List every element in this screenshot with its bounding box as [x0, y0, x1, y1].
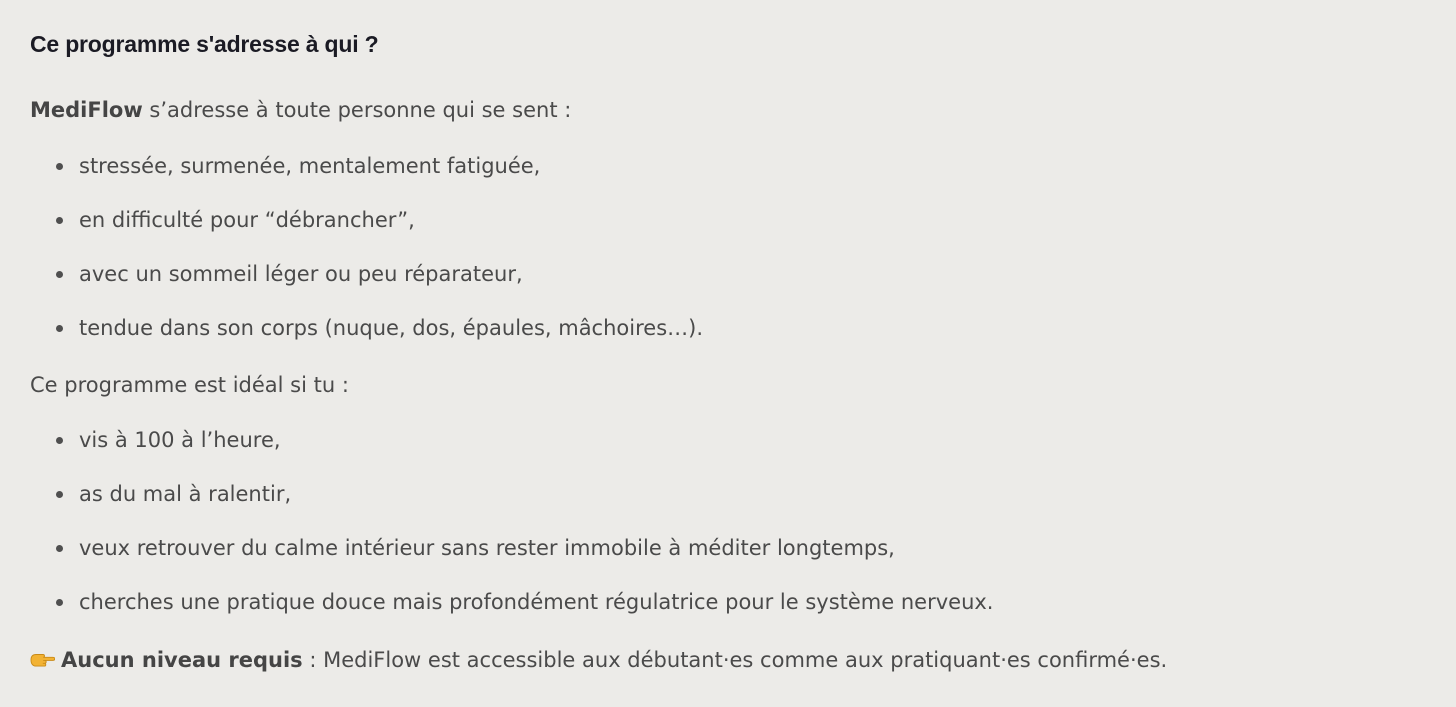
- list-item-text: veux retrouver du calme intérieur sans rester immobile à méditer longtemps,: [79, 536, 895, 560]
- bullet-icon: [56, 217, 63, 224]
- list-item-text: as du mal à ralentir,: [79, 482, 292, 506]
- level-paragraph: [30, 645, 1167, 675]
- list-item-text: avec un sommeil léger ou peu réparateur,: [79, 262, 523, 286]
- bullet-icon: [56, 491, 63, 498]
- pointing-hand-icon: [30, 652, 55, 668]
- bullet-icon: [56, 271, 63, 278]
- list-item-text: stressée, surmenée, mentalement fatiguée,: [79, 154, 541, 178]
- list-item-text: en difficulté pour “débrancher”,: [79, 208, 415, 232]
- ideal-paragraph: Ce programme est idéal si tu :: [30, 373, 349, 397]
- level-bold-text: Aucun niveau requis: [61, 648, 303, 672]
- bullet-icon: [56, 599, 63, 606]
- intro-text: s’adresse à toute personne qui se sent :: [142, 98, 572, 122]
- level-text: : MediFlow est accessible aux débutant·es comme aux pratiquant·es confirmé·es.: [302, 648, 1168, 672]
- intro-paragraph: [30, 95, 571, 125]
- brand-name: MediFlow: [30, 98, 143, 122]
- bullet-icon: [56, 325, 63, 332]
- bullet-icon: [56, 163, 63, 170]
- list-item-text: cherches une pratique douce mais profondément régulatrice pour le système nerveux.: [79, 590, 994, 614]
- bullet-icon: [56, 437, 63, 444]
- section-heading: Ce programme s'adresse à qui ?: [30, 31, 379, 57]
- list-item-text: vis à 100 à l’heure,: [79, 428, 281, 452]
- bullet-icon: [56, 545, 63, 552]
- list-item-text: tendue dans son corps (nuque, dos, épaules, mâchoires…).: [79, 316, 704, 340]
